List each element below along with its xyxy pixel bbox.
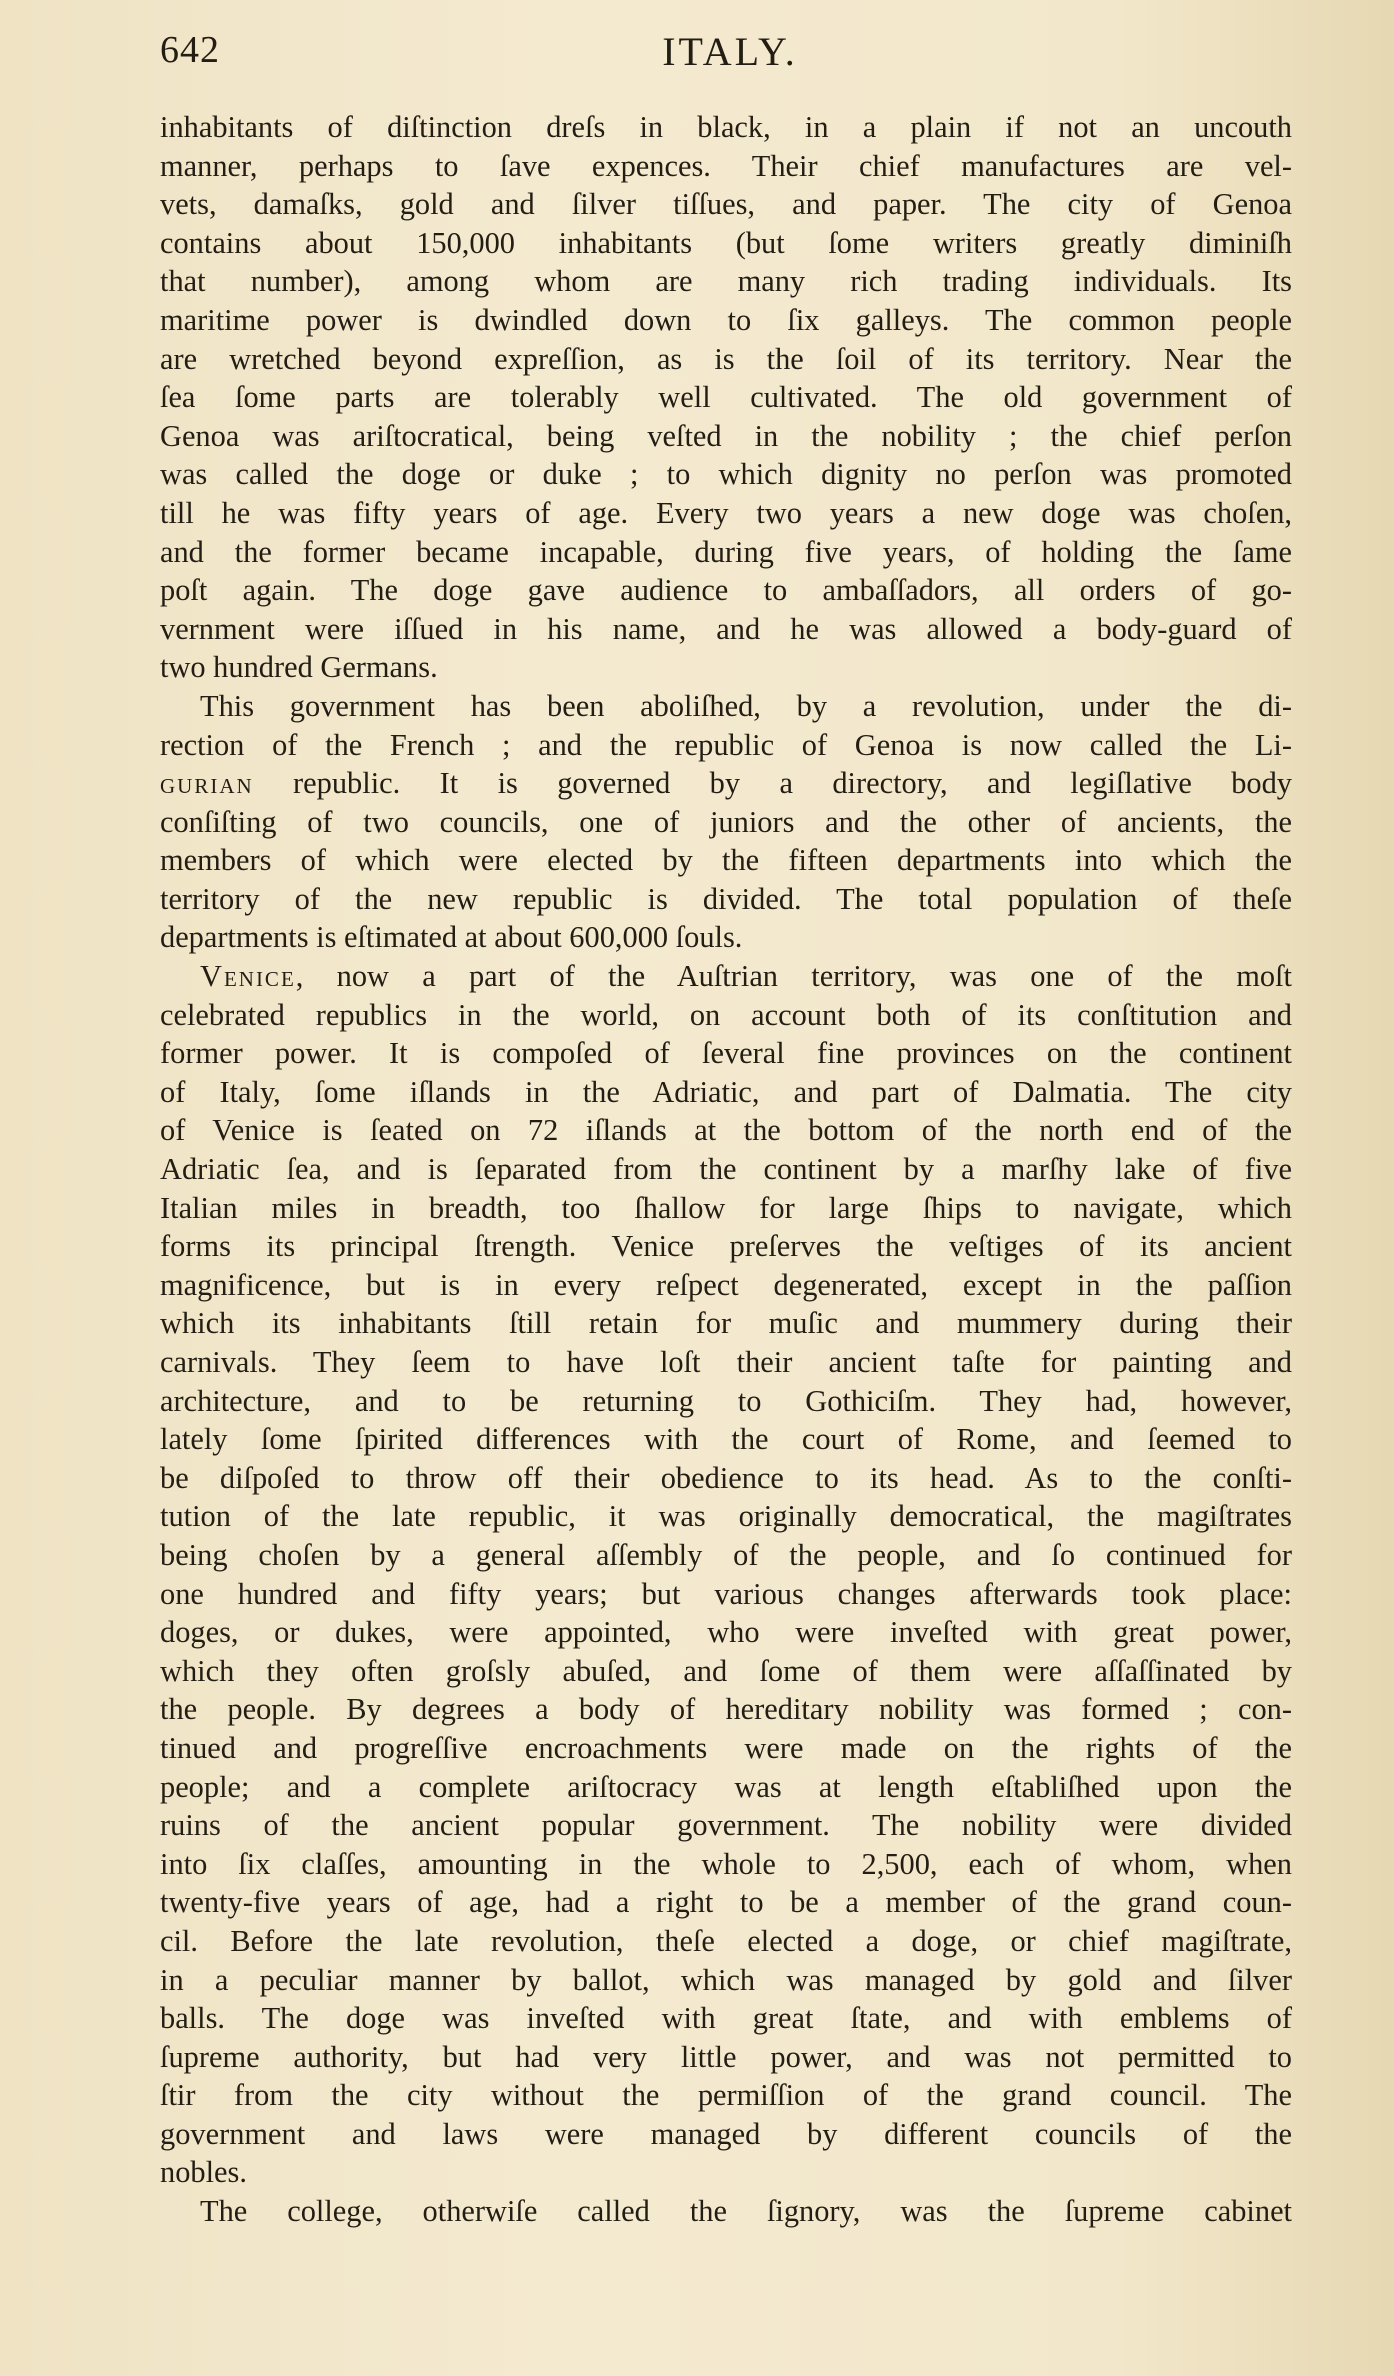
- line-text: forms its principal ſtrength. Venice preſerves the veſtiges of its ancient: [160, 1229, 1292, 1264]
- line-text: and the former became incapable, during five years, of holding the ſame: [160, 534, 1292, 569]
- line-text: doges, or dukes, were appointed, who were inveſted with great power,: [160, 1615, 1292, 1650]
- text-line: [160, 108, 1292, 147]
- text-line: [160, 2153, 1292, 2192]
- line-text: into ſix claſſes, amounting in the whole to 2,500, each of whom, when: [160, 1846, 1292, 1881]
- line-text: magnificence, but is in every reſpect degenerated, except in the paſſion: [160, 1267, 1292, 1302]
- line-text: of Venice is ſeated on 72 iſlands at the bottom of the north end of the: [160, 1113, 1292, 1148]
- line-text: of Italy, ſome iſlands in the Adriatic, and part of Dalmatia. The city: [160, 1074, 1292, 1109]
- line-text: Genoa was ariſtocratical, being veſted in the nobility ; the chief perſon: [160, 418, 1292, 453]
- text-line: [160, 340, 1292, 379]
- text-line: [160, 1189, 1292, 1228]
- line-text: former power. It is compoſed of ſeveral fine provinces on the continent: [160, 1036, 1292, 1071]
- line-text: Adriatic ſea, and is ſeparated from the continent by a marſhy lake of five: [160, 1152, 1292, 1187]
- text-line: [160, 1961, 1292, 2000]
- line-text: which they often groſsly abuſed, and ſome of them were aſſaſſinated by: [160, 1653, 1292, 1688]
- text-line: [160, 1459, 1292, 1498]
- line-text: ruins of the ancient popular government. The nobility were divided: [160, 1808, 1292, 1843]
- page-header: [160, 28, 1300, 88]
- text-line: [160, 1575, 1292, 1614]
- line-text: manner, perhaps to ſave expences. Their chief manufactures are vel-: [160, 148, 1292, 183]
- text-line: [160, 301, 1292, 340]
- text-line: [160, 764, 1292, 803]
- text-line: [160, 1768, 1292, 1807]
- text-line: [160, 1150, 1292, 1189]
- text-line: [160, 610, 1292, 649]
- line-text: poſt again. The doge gave audience to ambaſſadors, all orders of go-: [160, 573, 1292, 608]
- text-line: [160, 455, 1292, 494]
- line-text: rection of the French ; and the republic of Genoa is now called the Li-: [160, 727, 1292, 762]
- line-text: was called the doge or duke ; to which dignity no perſon was promoted: [160, 457, 1292, 492]
- text-line: [160, 1536, 1292, 1575]
- text-line: [160, 378, 1292, 417]
- text-line: [160, 2115, 1292, 2154]
- line-text: be diſpoſed to throw off their obedience to its head. As to the conſti-: [160, 1460, 1292, 1495]
- text-line: [160, 262, 1292, 301]
- text-line: [160, 648, 1292, 687]
- text-line: [160, 1613, 1292, 1652]
- small-caps-word: gurian: [160, 766, 254, 801]
- text-line: [160, 1227, 1292, 1266]
- line-text: architecture, and to be returning to Gothiciſm. They had, however,: [160, 1383, 1292, 1418]
- line-text: in a peculiar manner by ballot, which was managed by gold and ſilver: [160, 1962, 1292, 1997]
- line-text: tution of the late republic, it was originally democratical, the magiſtrates: [160, 1499, 1292, 1534]
- line-text: government and laws were managed by different councils of the: [160, 2116, 1292, 2151]
- line-text: republic. It is governed by a directory, and legiſlative body: [253, 766, 1292, 801]
- line-text: one hundred and fifty years; but various changes afterwards took place:: [160, 1576, 1292, 1611]
- text-line: [160, 1922, 1292, 1961]
- text-line: [160, 147, 1292, 186]
- text-line: [160, 687, 1292, 726]
- text-line: [160, 1883, 1292, 1922]
- text-line: [160, 1497, 1292, 1536]
- text-line: [160, 880, 1292, 919]
- text-line: [160, 1266, 1292, 1305]
- text-line: [160, 1034, 1292, 1073]
- line-text: which its inhabitants ſtill retain for muſic and mummery during their: [160, 1306, 1292, 1341]
- line-text: people; and a complete ariſtocracy was at length eſtabliſhed upon the: [160, 1769, 1292, 1804]
- text-line: [160, 2192, 1292, 2231]
- line-text: This government has been aboliſhed, by a revolution, under the di-: [200, 688, 1292, 723]
- text-line: [160, 726, 1292, 765]
- text-line: [160, 918, 1292, 957]
- text-line: [160, 2076, 1292, 2115]
- line-text: till he was fifty years of age. Every two years a new doge was choſen,: [160, 495, 1292, 530]
- text-line: [160, 1382, 1292, 1421]
- text-line: [160, 1690, 1292, 1729]
- line-text: cil. Before the late revolution, theſe elected a doge, or chief magiſtrate,: [160, 1923, 1292, 1958]
- line-text: ſupreme authority, but had very little power, and was not permitted to: [160, 2039, 1292, 2074]
- line-text: vets, damaſks, gold and ſilver tiſſues, and paper. The city of Genoa: [160, 187, 1292, 222]
- text-line: [160, 571, 1292, 610]
- text-line: [160, 1845, 1292, 1884]
- line-text: are wretched beyond expreſſion, as is the ſoil of its territory. Near the: [160, 341, 1292, 376]
- line-text: tinued and progreſſive encroachments were made on the rights of the: [160, 1730, 1292, 1765]
- line-text: contains about 150,000 inhabitants (but ſome writers greatly diminiſh: [160, 225, 1292, 260]
- line-text: celebrated republics in the world, on account both of its conſtitution and: [160, 997, 1292, 1032]
- line-text: balls. The doge was inveſted with great ſtate, and with emblems of: [160, 2001, 1292, 2036]
- line-text: twenty-five years of age, had a right to be a member of the grand coun-: [160, 1885, 1292, 1920]
- text-line: [160, 1073, 1292, 1112]
- line-text: carnivals. They ſeem to have loſt their ancient taſte for painting and: [160, 1345, 1292, 1379]
- text-line: [160, 1652, 1292, 1691]
- line-text: ſea ſome parts are tolerably well cultivated. The old government of: [160, 380, 1292, 415]
- line-text: two hundred Germans.: [160, 650, 438, 685]
- line-text: , now a part of the Auſtrian territory, was one of the moſt: [295, 959, 1292, 994]
- running-title: ITALY.: [662, 29, 798, 74]
- line-text: inhabitants of diſtinction dreſs in black, in a plain if not an uncouth: [160, 110, 1292, 144]
- text-line: [160, 185, 1292, 224]
- small-caps-word: Venice: [200, 959, 296, 994]
- line-text: The college, otherwiſe called the ſignory, was the ſupreme cabinet: [200, 2194, 1292, 2229]
- text-line: [160, 1999, 1292, 2038]
- line-text: ſtir from the city without the permiſſion of the grand council. The: [160, 2078, 1292, 2113]
- text-line: [160, 494, 1292, 533]
- text-line: [160, 224, 1292, 263]
- line-text: members of which were elected by the fifteen departments into which the: [160, 843, 1292, 878]
- text-line: [160, 1111, 1292, 1150]
- body-text: [160, 108, 1292, 2231]
- line-text: vernment were iſſued in his name, and he was allowed a body-guard of: [160, 611, 1292, 646]
- text-line: [160, 957, 1292, 996]
- page-number: 642: [160, 29, 220, 71]
- text-line: [160, 1343, 1292, 1382]
- text-line: [160, 1304, 1292, 1343]
- text-line: [160, 841, 1292, 880]
- text-line: [160, 417, 1292, 456]
- text-line: [160, 1806, 1292, 1845]
- text-line: [160, 533, 1292, 572]
- line-text: the people. By degrees a body of hereditary nobility was formed ; con-: [160, 1692, 1292, 1727]
- line-text: conſiſting of two councils, one of juniors and the other of ancients, the: [160, 804, 1292, 839]
- text-line: [160, 2038, 1292, 2077]
- line-text: territory of the new republic is divided. The total population of theſe: [160, 881, 1292, 916]
- line-text: Italian miles in breadth, too ſhallow for large ſhips to navigate, which: [160, 1190, 1292, 1225]
- line-text: nobles.: [160, 2155, 247, 2190]
- text-line: [160, 803, 1292, 842]
- line-text: maritime power is dwindled down to ſix galleys. The common people: [160, 302, 1292, 337]
- line-text: departments is eſtimated at about 600,000 ſouls.: [160, 920, 743, 955]
- text-line: [160, 996, 1292, 1035]
- text-line: [160, 1420, 1292, 1459]
- text-line: [160, 1729, 1292, 1768]
- line-text: being choſen by a general aſſembly of the people, and ſo continued for: [160, 1537, 1292, 1572]
- line-text: lately ſome ſpirited differences with the court of Rome, and ſeemed to: [160, 1422, 1292, 1457]
- line-text: that number), among whom are many rich trading individuals. Its: [160, 264, 1292, 299]
